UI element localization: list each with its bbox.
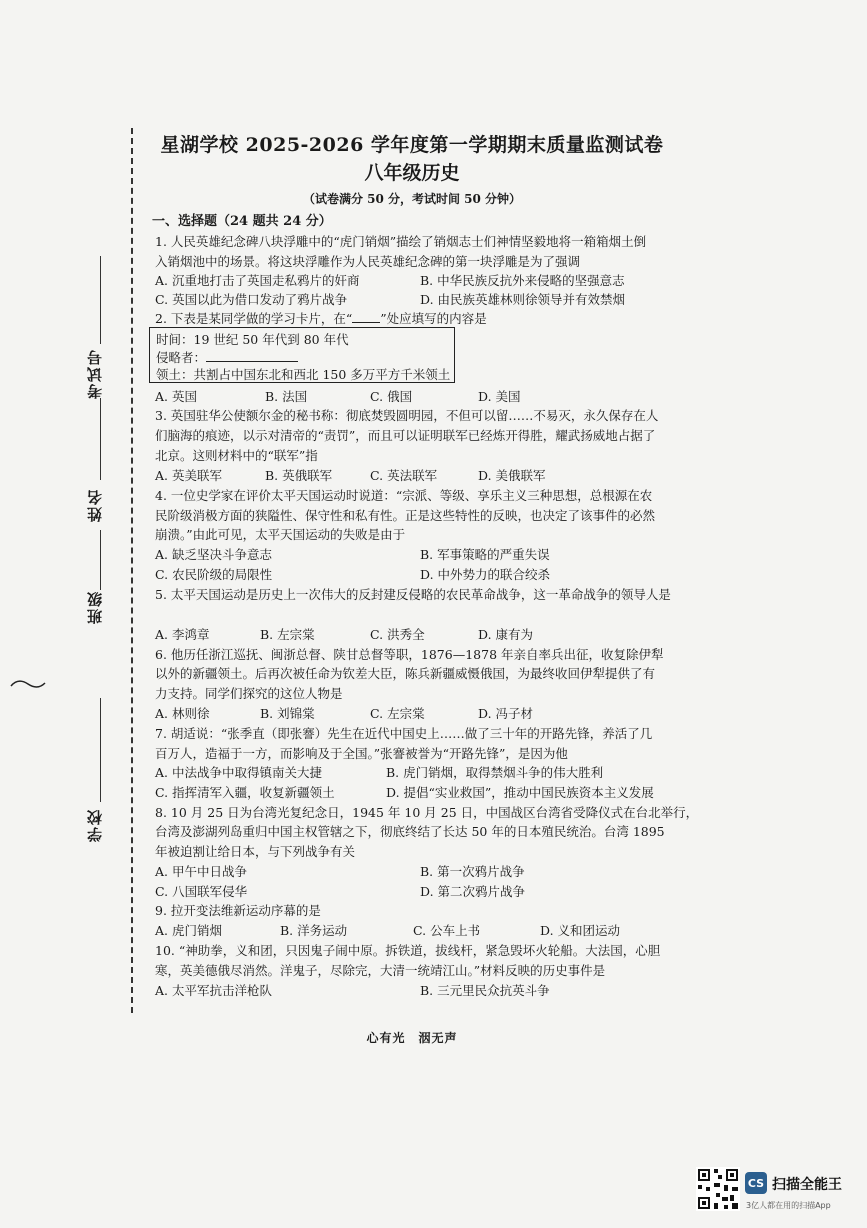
q8-stem-3: 年被迫割让给日本，与下列战争有关 bbox=[155, 844, 356, 859]
q8-option-b[interactable]: B. 第一次鸦片战争 bbox=[420, 864, 525, 879]
q2-stem bbox=[155, 309, 487, 327]
q2-option-d[interactable]: D. 美国 bbox=[478, 389, 521, 404]
binding-cut-line bbox=[131, 128, 133, 1013]
q9-stem: 9. 拉开变法维新运动序幕的是 bbox=[155, 903, 321, 918]
q7-option-a[interactable]: A. 中法战争中取得镇南关大捷 bbox=[155, 765, 322, 780]
card-invader-label: 侵略者： bbox=[156, 350, 207, 365]
q6-stem-2: 以外的新疆领土。后再次被任命为钦差大臣，陈兵新疆威慑俄国，为最终收回伊犁提供了有 bbox=[155, 666, 656, 681]
card-time: 时间：19 世纪 50 年代到 80 年代 bbox=[156, 332, 349, 347]
section-heading: 一、选择题（24 题共 24 分） bbox=[152, 214, 332, 229]
qr-code-icon[interactable] bbox=[696, 1167, 740, 1211]
q3-stem-1: 3. 英国驻华公使额尔金的秘书称：彻底焚毁圆明园，不但可以留……不易灭，永久保存在人 bbox=[155, 408, 659, 423]
q6-option-c[interactable]: C. 左宗棠 bbox=[370, 706, 425, 721]
q4-stem-2: 民阶级消极方面的狭隘性、保守性和私有性。正是这些特性的反映，也决定了该事件的必然 bbox=[155, 508, 656, 523]
q8-stem-1: 8. 10 月 25 日为台湾光复纪念日，1945 年 10 月 25 日，中国战区台湾省受降仪式在台北举行， bbox=[155, 805, 699, 820]
pen-mark bbox=[10, 678, 46, 690]
scanner-tagline: 3亿人都在用的扫描App bbox=[746, 1201, 831, 1210]
q5-option-c[interactable]: C. 洪秀全 bbox=[370, 627, 425, 642]
q10-stem-2: 寒，英美德俄尽消然。洋鬼子，尽除完，大清一统靖江山。”材料反映的历史事件是 bbox=[155, 963, 606, 978]
q4-option-c[interactable]: C. 农民阶级的局限性 bbox=[155, 567, 273, 582]
scanner-logo: CS bbox=[745, 1172, 767, 1194]
q1-option-c[interactable]: C. 英国以此为借口发动了鸦片战争 bbox=[155, 292, 348, 307]
q5-stem: 5. 太平天国运动是历史上一次伟大的反封建反侵略的农民革命战争，这一革命战争的领导人是 bbox=[155, 587, 671, 602]
class-label: 班级 bbox=[86, 590, 104, 624]
q3-option-d[interactable]: D. 美俄联军 bbox=[478, 468, 546, 483]
q6-option-d[interactable]: D. 冯子材 bbox=[478, 706, 534, 721]
exam-number-field bbox=[84, 348, 105, 399]
name-blank[interactable] bbox=[100, 398, 101, 480]
q4-option-d[interactable]: D. 中外势力的联合绞杀 bbox=[420, 567, 551, 582]
q8-stem-2: 台湾及澎湖列岛重归中国主权管辖之下，彻底终结了长达 50 年的日本殖民统治。台湾 1895 bbox=[155, 824, 665, 839]
q7-option-b[interactable]: B. 虎门销烟，取得禁烟斗争的伟大胜利 bbox=[386, 765, 604, 780]
q3-option-c[interactable]: C. 英法联军 bbox=[370, 468, 438, 483]
q7-option-d[interactable]: D. 提倡“实业救国”，推动中国民族资本主义发展 bbox=[386, 785, 654, 800]
q3-option-a[interactable]: A. 英美联军 bbox=[155, 468, 222, 483]
q9-option-d[interactable]: D. 义和团运动 bbox=[540, 923, 621, 938]
q3-stem-3: 北京。这则材料中的“联军”指 bbox=[155, 448, 318, 463]
q4-stem-1: 4. 一位史学家在评价太平天国运动时说道：“宗派、等级、享乐主义三种思想，总根源在农 bbox=[155, 488, 653, 503]
q3-stem-2: 们脑海的痕迹，以示对清帝的“责罚”，而且可以证明联军已经炼开得胜，耀武扬威地占据了 bbox=[155, 428, 656, 443]
page-footer: 心有光 洇无声 bbox=[366, 1031, 458, 1045]
q9-option-b[interactable]: B. 洋务运动 bbox=[280, 923, 348, 938]
school-label: 学校 bbox=[86, 808, 104, 842]
q6-stem-1: 6. 他历任浙江巡抚、闽浙总督、陕甘总督等职，1876—1878 年亲自率兵出征，收复除伊犁 bbox=[155, 647, 664, 662]
card-invader bbox=[156, 348, 298, 366]
name-label: 姓名 bbox=[86, 488, 104, 522]
q2-option-b[interactable]: B. 法国 bbox=[265, 389, 308, 404]
q2-stem-part2: ”处应填写的内容是 bbox=[380, 311, 487, 326]
school-field bbox=[84, 808, 105, 842]
q5-option-a[interactable]: A. 李鸿章 bbox=[155, 627, 210, 642]
q9-option-c[interactable]: C. 公车上书 bbox=[413, 923, 481, 938]
q10-option-b[interactable]: B. 三元里民众抗英斗争 bbox=[420, 983, 550, 998]
exam-title: 星湖学校 2025-2026 学年度第一学期期末质量监测试卷 bbox=[160, 134, 664, 156]
q5-option-d[interactable]: D. 康有为 bbox=[478, 627, 534, 642]
q2-stem-part1: 2. 下表是某同学做的学习卡片，在“ bbox=[155, 311, 353, 326]
q1-option-b[interactable]: B. 中华民族反抗外来侵略的坚强意志 bbox=[420, 273, 625, 288]
q10-option-a[interactable]: A. 太平军抗击洋枪队 bbox=[155, 983, 272, 998]
q4-option-b[interactable]: B. 军事策略的严重失误 bbox=[420, 547, 550, 562]
q2-blank bbox=[352, 310, 380, 323]
q1-stem-2: 入销烟池中的场景。将这块浮雕作为人民英雄纪念碑的第一块浮雕是为了强调 bbox=[155, 254, 581, 269]
scanner-app-name: 扫描全能王 bbox=[772, 1177, 842, 1193]
exam-number-blank[interactable] bbox=[100, 256, 101, 344]
exam-note: （试卷满分 50 分，考试时间 50 分钟） bbox=[302, 192, 522, 206]
q8-option-a[interactable]: A. 甲午中日战争 bbox=[155, 864, 247, 879]
q5-option-b[interactable]: B. 左宗棠 bbox=[260, 627, 315, 642]
q6-option-b[interactable]: B. 刘锦棠 bbox=[260, 706, 315, 721]
q7-stem-1: 7. 胡适说：“张季直（即张謇）先生在近代中国史上……做了三十年的开路先锋，养活了几 bbox=[155, 726, 653, 741]
q10-stem-1: 10. “神助拳，义和团，只因鬼子闹中原。拆铁道，拔线杆，紧急毁坏火轮船。大法国，心胆 bbox=[155, 943, 661, 958]
q2-option-c[interactable]: C. 俄国 bbox=[370, 389, 413, 404]
study-card bbox=[149, 327, 455, 383]
q7-option-c[interactable]: C. 指挥清军入疆，收复新疆领土 bbox=[155, 785, 335, 800]
school-blank[interactable] bbox=[100, 698, 101, 802]
name-field bbox=[84, 488, 105, 522]
exam-subject: 八年级历史 bbox=[364, 162, 460, 184]
q8-option-d[interactable]: D. 第二次鸦片战争 bbox=[420, 884, 526, 899]
q1-option-a[interactable]: A. 沉重地打击了英国走私鸦片的奸商 bbox=[155, 273, 360, 288]
class-blank[interactable] bbox=[100, 530, 101, 590]
q1-stem-1: 1. 人民英雄纪念碑八块浮雕中的“虎门销烟”描绘了销烟志士们神情坚毅地将一箱箱烟土倒 bbox=[155, 234, 647, 249]
q7-stem-2: 百万人，造福于一方，而影响及于全国。”张謇被誉为“开路先锋”，是因为他 bbox=[155, 746, 568, 761]
q4-stem-3: 崩溃。”由此可见，太平天国运动的失败是由于 bbox=[155, 527, 406, 542]
q3-option-b[interactable]: B. 英俄联军 bbox=[265, 468, 333, 483]
q9-option-a[interactable]: A. 虎门销烟 bbox=[155, 923, 222, 938]
q2-option-a[interactable]: A. 英国 bbox=[155, 389, 197, 404]
q1-option-d[interactable]: D. 由民族英雄林则徐领导并有效禁烟 bbox=[420, 292, 626, 307]
q6-option-a[interactable]: A. 林则徐 bbox=[155, 706, 210, 721]
q6-stem-3: 力支持。同学们探究的这位人物是 bbox=[155, 686, 343, 701]
class-field bbox=[84, 590, 105, 624]
card-territory: 领土：共割占中国东北和西北 150 多万平方千米领土 bbox=[156, 367, 451, 382]
card-invader-blank bbox=[206, 349, 298, 362]
exam-number-label: 考试号 bbox=[86, 348, 104, 399]
q8-option-c[interactable]: C. 八国联军侵华 bbox=[155, 884, 248, 899]
q4-option-a[interactable]: A. 缺乏坚决斗争意志 bbox=[155, 547, 272, 562]
